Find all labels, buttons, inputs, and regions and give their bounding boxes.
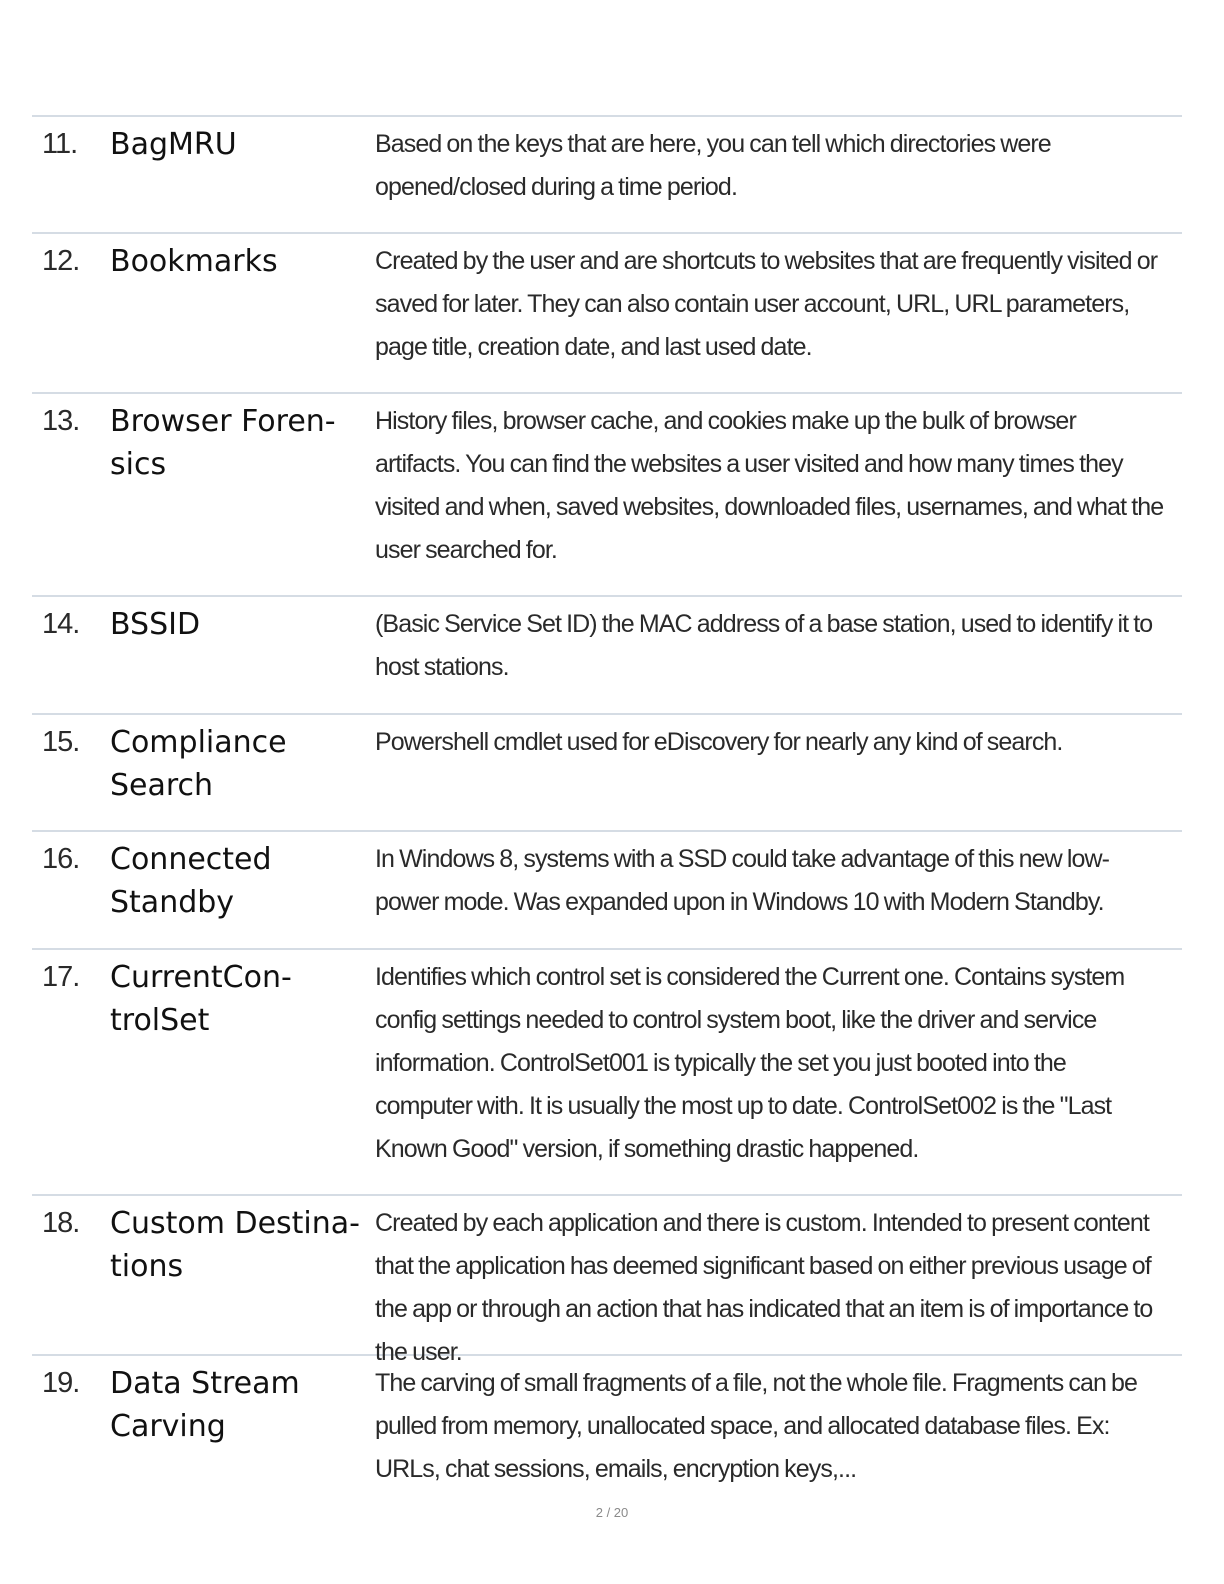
glossary-row — [32, 392, 1182, 595]
glossary-row — [32, 595, 1182, 713]
glossary-row — [32, 1194, 1182, 1366]
glossary-row — [32, 713, 1182, 830]
entry-term: Browser Foren-sics — [110, 404, 336, 482]
entry-term: Data Stream Carving — [110, 1366, 300, 1444]
entry-definition: Created by each application and there is custom. Intended to present content that the application has deemed significant based on either previous usage of the app or through an action that has indicated that an item is of importance to the user. — [375, 1209, 1153, 1366]
glossary-row — [32, 830, 1182, 948]
entry-definition: The carving of small fragments of a file, not the whole file. Fragments can be pulled from memory, unallocated space, and allocated database files. Ex: URLs, chat sessions, emails, encryption keys,... — [375, 1369, 1138, 1483]
entry-term: Custom Destina-tions — [110, 1206, 360, 1284]
entry-number: 15. — [42, 726, 80, 758]
entry-term: BSSID — [110, 607, 201, 642]
entry-term: CurrentCon-trolSet — [110, 960, 292, 1038]
entry-term: BagMRU — [110, 127, 237, 162]
glossary-row — [32, 232, 1182, 392]
entry-definition: History files, browser cache, and cookies make up the bulk of browser artifacts. You can find the websites a user visited and how many times they visited and when, saved websites, downloaded files, usernames, and what the user searched for. — [375, 407, 1164, 564]
glossary-row — [32, 1354, 1182, 1504]
entry-term: Compliance Search — [110, 725, 287, 803]
entry-definition: Based on the keys that are here, you can tell which directories were opened/closed during a time period. — [375, 130, 1051, 201]
entry-definition: In Windows 8, systems with a SSD could take advantage of this new low-power mode. Was expanded upon in Windows 10 with Modern Standby. — [375, 845, 1110, 916]
entry-definition: Identifies which control set is considered the Current one. Contains system config settings needed to control system boot, like the driver and service information. ControlSet001 is typically the set you just booted into the computer with. It is usually the most up to date. ControlSet002 is the "Last Known Good" version, if something drastic happened. — [375, 963, 1125, 1163]
glossary-row — [32, 948, 1182, 1194]
page-number: 2 / 20 — [595, 1505, 629, 1520]
entry-number: 14. — [42, 608, 80, 640]
entry-definition: Powershell cmdlet used for eDiscovery for nearly any kind of search. — [375, 728, 1063, 756]
entry-definition: Created by the user and are shortcuts to websites that are frequently visited or saved for later. They can also contain user account, URL, URL parameters, page title, creation date, and last used date. — [375, 247, 1158, 361]
entry-number: 11. — [42, 128, 78, 160]
entry-term: Connected Standby — [110, 842, 272, 920]
entry-number: 12. — [42, 245, 80, 277]
entry-number: 17. — [42, 961, 80, 993]
entry-number: 16. — [42, 843, 80, 875]
glossary-row — [32, 115, 1182, 232]
entry-number: 19. — [42, 1367, 80, 1399]
entry-definition: (Basic Service Set ID) the MAC address of a base station, used to identify it to host stations. — [375, 610, 1153, 681]
entry-number: 18. — [42, 1207, 80, 1239]
entry-number: 13. — [42, 405, 80, 437]
glossary-table — [32, 115, 1182, 1504]
entry-term: Bookmarks — [110, 244, 278, 279]
